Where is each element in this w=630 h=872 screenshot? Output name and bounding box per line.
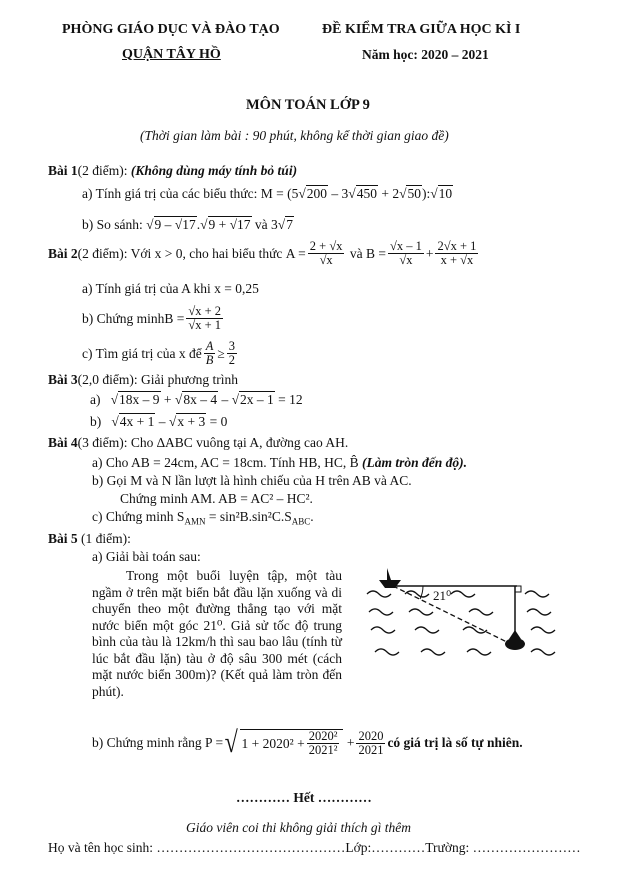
footer-note: Giáo viên coi thi không giải thích gì thêm [186, 820, 411, 835]
bai3-label: Bài 3 [48, 372, 78, 387]
page-subtitle: (Thời gian làm bài : 90 phút, không kể thời gian giao đề) [140, 128, 449, 143]
rad-18x: 18x – 9 [119, 392, 160, 407]
rad-450: 450 [356, 186, 377, 201]
fraction-B1: $\frac{√x - 1}{√x}$ [389, 239, 422, 267]
bai1-a: a) Tính giá trị của các biểu thức: M = (5√200 – 3√450 + 2√50):√10 [82, 186, 453, 201]
bai3-a: a) √18x – 9 + √8x – 4 – √2x – 1 = 12 [90, 392, 303, 407]
bai4-a [92, 455, 467, 471]
bai1-b-and: và 3 [251, 217, 278, 232]
bai4-c: c) Chứng minh $S_{AMN} = \sin^2B.\sin^2C.S_{ABC}$. [92, 509, 314, 527]
bai1-points: (2 điểm): [77, 163, 131, 178]
student-info-line: Họ và tên học sinh: ……………………………………Lớp:…………Trường: …………………… [48, 840, 581, 855]
rad-9-plus: 9 + √17 [208, 217, 251, 232]
bai2-heading: Bài 2 (2 điểm): Với x > 0, cho hai biểu thức A = $\frac{2 + √x}{√x}$ và B = $\frac{√x - 1}{√x}$ + $\frac{2√x + 1}{x + √x}$ [48, 239, 477, 267]
bai3-b: b) √4x + 1 – √x + 3 = 0 [90, 414, 228, 429]
rad-9-minus: 9 – √17 [154, 217, 196, 232]
bai2-label: Bài 2 [48, 245, 78, 261]
sub-abc: ABC [291, 516, 311, 527]
rad-4x: 4x + 1 [119, 414, 155, 429]
rad-2x: 2x – 1 [240, 392, 274, 407]
rad-x3: x + 3 [177, 414, 206, 429]
rad-10: 10 [438, 186, 453, 201]
rad-200: 200 [306, 186, 328, 201]
bai2-c-text: c) Tìm giá trị của x để [82, 345, 202, 361]
bai1-b-text: b) So sánh: [82, 217, 147, 232]
bai2-b: b) Chứng minh B = $\frac{√x + 2}{√x + 1}$ [82, 304, 221, 332]
fraction-A-over-B: $\frac{A}{B}$ [205, 339, 214, 367]
department-name: PHÒNG GIÁO DỤC VÀ ĐÀO TẠO [62, 22, 280, 37]
fraction-2020-over-2021: $\frac{2020}{2021}$ [358, 728, 384, 757]
bai4-a-note: (Làm tròn đến độ). [362, 455, 468, 470]
submarine-figure [365, 560, 565, 678]
bai3-heading [48, 372, 238, 388]
bai1-b: b) So sánh: √9 – √17.√9 + √17 và 3√7 [82, 217, 293, 232]
start-submarine-tower-icon [387, 568, 391, 580]
bai4-label: Bài 4 [48, 435, 78, 450]
bai2-a: a) Tính giá trị của A khi x = 0,25 [82, 281, 259, 296]
bai3-intro: (2,0 điểm): Giải phương trình [77, 372, 238, 387]
bai5-label: Bài 5 [48, 531, 78, 546]
big-radical-sign: √ [224, 726, 238, 759]
submarine-icon [505, 638, 525, 650]
rad-8x: 8x – 4 [183, 392, 218, 407]
rad-50: 50 [407, 186, 421, 201]
bai1-a-text: a) Tính giá trị của các biểu thức: M = [82, 186, 288, 201]
sub-amn: AMN [184, 516, 206, 527]
fraction-A: $\frac{2 + √x}{√x}$ [309, 239, 343, 267]
bai5-points: (1 điểm): [77, 531, 131, 546]
bai4-intro: (3 điểm): Cho ∆ABC vuông tại A, đường cao AH. [77, 435, 349, 450]
end-marker: ………… Hết ………… [236, 790, 372, 805]
bai2-b-text: b) Chứng minh [82, 310, 165, 326]
big-radical-content: 1 + 2020² + $\frac{\text{2020²}}{\text{2021²}}$ [240, 729, 344, 757]
bai5-b-pre: b) Chứng minh rằng P = [92, 735, 224, 750]
angle-label: 21⁰ [433, 588, 452, 603]
fraction-B2: $\frac{2√x + 1}{x + √x}$ [437, 239, 477, 267]
page-title: MÔN TOÁN LỚP 9 [246, 97, 370, 113]
bai4-b2: Chứng minh AM. AB = AC² – HC². [120, 491, 313, 506]
fraction-3-over-2: $\frac{3}{2}$ [228, 339, 236, 367]
bai1-heading [48, 163, 297, 179]
district-name: QUẬN TÂY HỒ [122, 47, 221, 62]
start-submarine-icon [379, 580, 401, 588]
dive-path-line [393, 586, 515, 646]
bai4-heading [48, 435, 348, 451]
submarine-fin-icon [509, 630, 521, 639]
right-angle-marker [515, 586, 521, 592]
bai4-b1: b) Gọi M và N lần lượt là hình chiếu của H trên AB và AC. [92, 473, 412, 488]
bai2-c: c) Tìm giá trị của x để $\frac{A}{B}$ ≥ $\frac{3}{2}$ [82, 339, 236, 367]
bai5-problem-text: Trong một buổi luyện tập, một tàu ngầm ở trên mặt biển bắt đầu lặn xuống và di chuyển theo một đường thẳng tạo với mặt nước biển một góc 21⁰. Giả sử tốc độ trung bình của tàu là 12km/h thì sau bao lâu (tính từ lúc bắt đầu lặn) tàu ở độ sâu 300 mét (cách mặt nước biển 300m)? (Kết quả làm tròn đến phút). [92, 568, 342, 699]
exam-title: ĐỀ KIỂM TRA GIỮA HỌC KÌ I [322, 22, 521, 37]
bai5-b-post: có giá trị là số tự nhiên. [387, 735, 523, 750]
bai5-heading [48, 531, 131, 547]
bai2-intro: (2 điểm): Với x > 0, cho hai biểu thức [77, 245, 283, 261]
fraction-2020sq-over-2021sq: $\frac{\text{2020²}}{\text{2021²}}$ [308, 729, 338, 757]
rad-7: 7 [286, 217, 293, 232]
fraction-B-proof: $\frac{√x + 2}{√x + 1}$ [188, 304, 221, 332]
bai5-b: b) Chứng minh rằng P = √ 1 + 2020² + $\frac{\text{2020²}}{\text{2021²}}$ + $\frac{2020}{2021}$ có giá trị là số tự nhiên. [92, 726, 523, 759]
bai5-a: a) Giải bài toán sau: [92, 549, 201, 564]
school-year: Năm học: 2020 – 2021 [362, 47, 489, 62]
sea-waves [367, 591, 555, 655]
bai1-label: Bài 1 [48, 163, 78, 178]
bai1-note: (Không dùng máy tính bỏ túi) [130, 163, 298, 178]
bai4-a-text: a) Cho AB = 24cm, AC = 18cm. Tính HB, HC, B̂ [92, 455, 362, 470]
